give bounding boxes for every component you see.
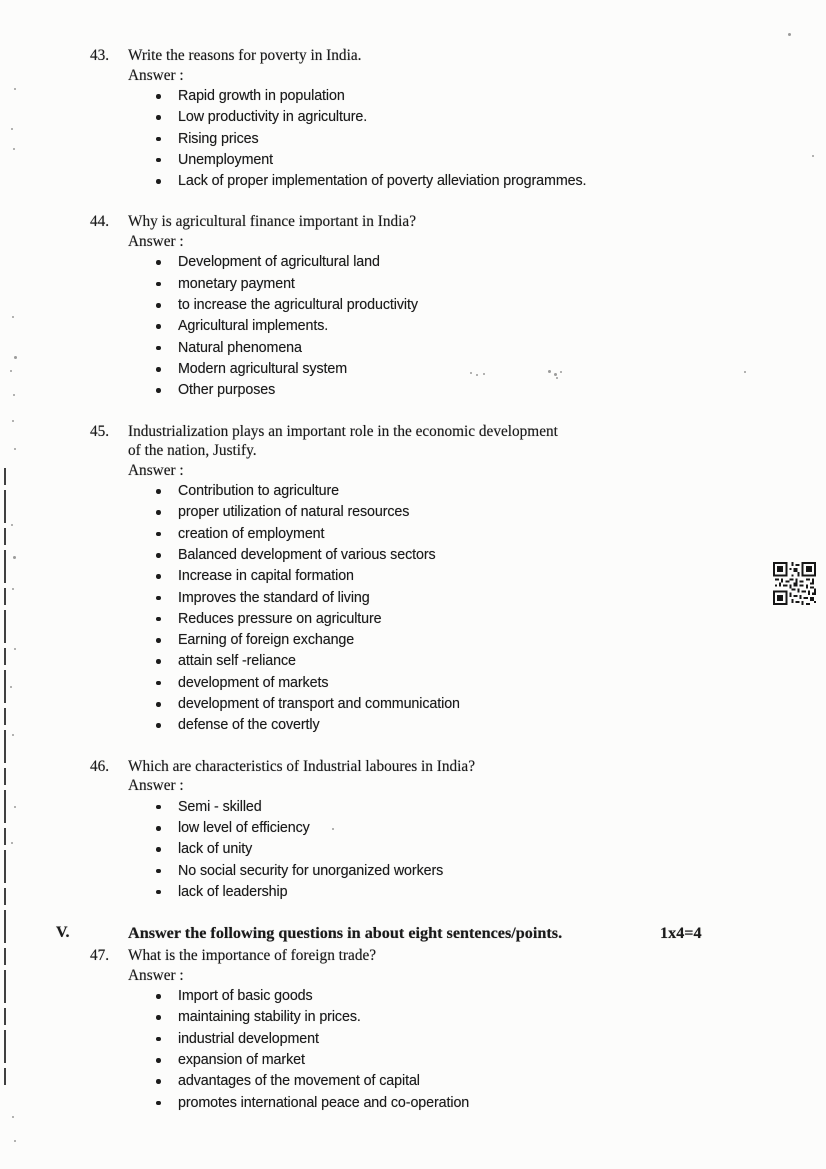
answer-bullet: Earning of foreign exchange bbox=[155, 630, 826, 651]
answer-bullet: development of markets bbox=[155, 673, 826, 694]
answer-bullet: Improves the standard of living bbox=[155, 588, 826, 609]
question-block-43 bbox=[90, 46, 826, 192]
answer-label: Answer : bbox=[128, 232, 184, 250]
answer-bullet: Rapid growth in population bbox=[155, 86, 826, 107]
answer-bullet: Low productivity in agriculture. bbox=[155, 107, 826, 128]
question-block-45 bbox=[90, 422, 826, 737]
question-text-line: of the nation, Justify. bbox=[128, 442, 257, 460]
speckle bbox=[10, 370, 12, 372]
speckle bbox=[470, 372, 472, 374]
answer-bullet: Reduces pressure on agriculture bbox=[155, 609, 826, 630]
speckle bbox=[13, 148, 15, 150]
question-text-line: What is the importance of foreign trade? bbox=[128, 947, 377, 965]
question-text-line: Why is agricultural finance important in India? bbox=[128, 213, 416, 231]
answer-label: Answer : bbox=[128, 461, 184, 479]
answer-bullet: to increase the agricultural productivity bbox=[155, 295, 826, 316]
answer-bullet: Balanced development of various sectors bbox=[155, 545, 826, 566]
answer-bullet: lack of unity bbox=[155, 839, 826, 860]
question-number: 43. bbox=[90, 47, 110, 64]
question-block-44 bbox=[90, 212, 826, 401]
section-marks: 1x4=4 bbox=[660, 924, 702, 943]
speckle bbox=[12, 588, 14, 590]
section-header bbox=[56, 923, 826, 943]
answer-label: Answer : bbox=[128, 777, 184, 795]
answer-bullet: industrial development bbox=[155, 1029, 826, 1050]
answer-bullet: Lack of proper implementation of poverty alleviation programmes. bbox=[155, 171, 826, 192]
answer-label: Answer : bbox=[128, 66, 184, 84]
answer-bullet: development of transport and communication bbox=[155, 694, 826, 715]
scan-edge-line bbox=[4, 468, 6, 1088]
speckle bbox=[12, 420, 14, 422]
answer-label: Answer : bbox=[128, 966, 184, 984]
answer-bullet: Rising prices bbox=[155, 129, 826, 150]
speckle bbox=[12, 734, 14, 736]
answer-bullet: Contribution to agriculture bbox=[155, 481, 826, 502]
speckle bbox=[554, 373, 557, 376]
question-text-line: Which are characteristics of Industrial laboures in India? bbox=[128, 757, 476, 775]
question-number: 47. bbox=[90, 947, 110, 965]
speckle bbox=[10, 686, 12, 688]
answer-bullets bbox=[155, 86, 826, 192]
answer-bullet: Other purposes bbox=[155, 380, 826, 401]
answer-bullet: Import of basic goods bbox=[155, 986, 826, 1007]
question-body bbox=[128, 757, 826, 903]
answer-bullet: creation of employment bbox=[155, 524, 826, 545]
answer-bullet: advantages of the movement of capital bbox=[155, 1071, 826, 1092]
speckle bbox=[14, 806, 16, 808]
speckle bbox=[483, 373, 485, 375]
answer-bullet: monetary payment bbox=[155, 274, 826, 295]
speckle bbox=[14, 356, 17, 359]
answer-bullet: defense of the covertly bbox=[155, 715, 826, 736]
question-block-46 bbox=[90, 757, 826, 903]
speckle bbox=[13, 394, 15, 396]
question-text-line: Industrialization plays an important role in the economic development bbox=[128, 422, 558, 440]
speckle bbox=[12, 316, 14, 318]
answer-bullet: low level of efficiency bbox=[155, 818, 826, 839]
answer-bullet: Development of agricultural land bbox=[155, 252, 826, 273]
answer-bullets bbox=[155, 797, 826, 903]
speckle bbox=[11, 842, 13, 844]
answer-bullet: Semi - skilled bbox=[155, 797, 826, 818]
speckle bbox=[11, 524, 13, 526]
speckle bbox=[14, 448, 16, 450]
answer-bullet: promotes international peace and co-operation bbox=[155, 1093, 826, 1114]
section-title: Answer the following questions in about eight sentences/points. bbox=[128, 924, 563, 943]
answer-bullet: maintaining stability in prices. bbox=[155, 1007, 826, 1028]
answer-bullet: Agricultural implements. bbox=[155, 316, 826, 337]
answer-bullet: attain self -reliance bbox=[155, 651, 826, 672]
answer-bullet: Increase in capital formation bbox=[155, 566, 826, 587]
qr-code-icon bbox=[773, 560, 816, 607]
question-text-line: Write the reasons for poverty in India. bbox=[128, 47, 362, 64]
answer-bullet: Unemployment bbox=[155, 150, 826, 171]
section-roman-numeral: V. bbox=[56, 924, 70, 942]
answer-bullets bbox=[155, 986, 826, 1114]
question-body bbox=[128, 46, 826, 192]
answer-bullets bbox=[155, 481, 826, 737]
speckle bbox=[14, 1140, 16, 1142]
answer-bullet: proper utilization of natural resources bbox=[155, 502, 826, 523]
question-body bbox=[128, 946, 826, 1114]
speckle bbox=[788, 33, 791, 36]
speckle bbox=[13, 556, 16, 559]
answer-bullet: No social security for unorganized workers bbox=[155, 861, 826, 882]
speckle bbox=[548, 370, 551, 373]
answer-bullet: Natural phenomena bbox=[155, 338, 826, 359]
question-block-47 bbox=[90, 946, 826, 1114]
question-number: 46. bbox=[90, 757, 110, 775]
speckle bbox=[560, 371, 562, 373]
speckle bbox=[11, 128, 13, 130]
speckle bbox=[744, 371, 746, 373]
speckle bbox=[332, 828, 334, 830]
speckle bbox=[12, 1116, 14, 1118]
question-number: 45. bbox=[90, 422, 110, 440]
speckle bbox=[476, 374, 478, 376]
speckle bbox=[556, 377, 558, 379]
answer-bullet: expansion of market bbox=[155, 1050, 826, 1071]
question-body bbox=[128, 422, 826, 737]
answer-bullet: Modern agricultural system bbox=[155, 359, 826, 380]
speckle bbox=[14, 648, 16, 650]
speckle bbox=[14, 88, 16, 90]
speckle bbox=[812, 155, 814, 157]
answer-bullet: lack of leadership bbox=[155, 882, 826, 903]
question-number: 44. bbox=[90, 213, 110, 231]
answer-bullets bbox=[155, 252, 826, 401]
